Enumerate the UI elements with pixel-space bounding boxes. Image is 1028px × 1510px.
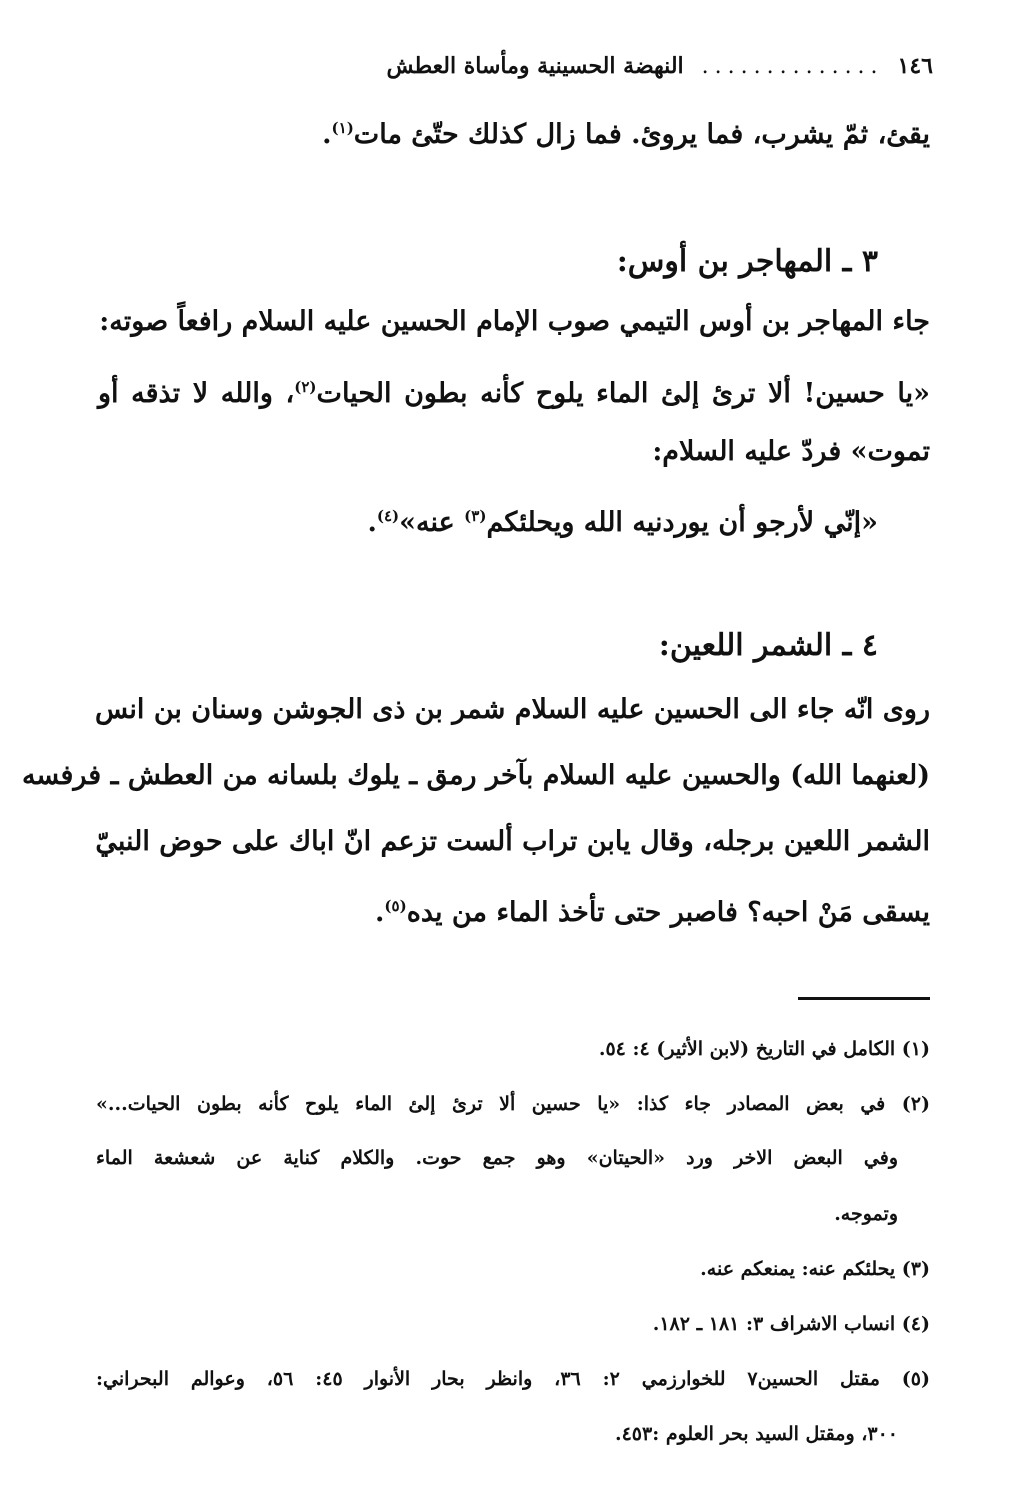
- section3-line-4: «إنّي لأرجو أن يوردنيه الله ويحلئكم$^{(٣)}$ عنه»$^{(٤)}$.: [367, 507, 878, 538]
- footnote-ref: (٢): [294, 378, 317, 396]
- footnote-4: (٤) انساب الاشراف ٣: ١٨١ ـ ١٨٢.: [652, 1313, 930, 1335]
- footnote-5-line-1: (٥) مقتل الحسين٧ للخوارزمي ٢: ٣٦، وانظر بحار الأنوار ٤٥: ٥٦، وعوالم البحراني:: [96, 1368, 930, 1390]
- section4-line-3: الشمر اللعين برجله، وقال يابن تراب ألست تزعم انّ اباك على حوض النبيّ: [95, 826, 930, 857]
- footnote-ref: (٣): [464, 507, 487, 525]
- section4-line-4: يسقى مَنْ احبه؟ فاصبر حتى تأخذ الماء من يده$^{(٥)}$.: [375, 897, 930, 928]
- footnote-5-line-2: ٣٠٠، ومقتل السيد بحر العلوم :٤٥٣.: [614, 1423, 898, 1445]
- footnote-ref: (٤): [376, 507, 400, 525]
- footnote-ref: (١): [331, 119, 354, 137]
- footnote-2-line-1: (٢) في بعض المصادر جاء كذا: «يا حسين ألا ترئ إلئ الماء يلوح كأنه بطون الحيات...»: [96, 1093, 930, 1115]
- running-header: [100, 46, 933, 86]
- section3-line-2: «يا حسين! ألا ترئ إلئ الماء يلوح كأنه بطون الحيات$^{(٢)}$، والله لا تذقه أو: [98, 378, 930, 409]
- footnote-2-line-2: وفي البعض الاخر ورد «الحيتان» وهو جمع حوت. والكلام كناية عن شعشعة الماء: [96, 1147, 898, 1169]
- header-leader-dots: ..............: [701, 53, 884, 79]
- body-line-1: يقئ، ثمّ يشرب، فما يروئ. فما زال كذلك حتّئ مات$^{(١)}$.: [322, 119, 930, 150]
- page-number: ١٤٦: [897, 53, 933, 79]
- section4-line-1: روى انّه جاء الى الحسين عليه السلام شمر بن ذى الجوشن وسنان بن انس: [94, 694, 930, 725]
- section-heading-4: ٤ ـ الشمر اللعين:: [658, 628, 878, 663]
- header-title: النهضة الحسينية ومأساة العطش: [386, 53, 684, 79]
- section4-line-2: (لعنهما الله) والحسين عليه السلام بآخر رمق ـ يلوك بلسانه من العطش ـ فرفسه: [21, 760, 930, 791]
- section3-line-3: تموت» فردّ عليه السلام:: [652, 436, 930, 467]
- footnote-1: (١) الكامل في التاريخ (لابن الأثير) ٤: ٥٤.: [598, 1038, 930, 1060]
- footnote-separator: [798, 997, 930, 1000]
- section3-line-1: جاء المهاجر بن أوس التيمي صوب الإمام الحسين عليه السلام رافعاً صوته:: [99, 306, 930, 337]
- section-heading-3: ٣ ـ المهاجر بن أوس:: [616, 244, 878, 279]
- footnote-3: (٣) يحلئكم عنه: يمنعكم عنه.: [700, 1258, 930, 1280]
- footnote-ref: (٥): [384, 897, 407, 915]
- footnote-2-line-3: وتموجه.: [834, 1203, 898, 1225]
